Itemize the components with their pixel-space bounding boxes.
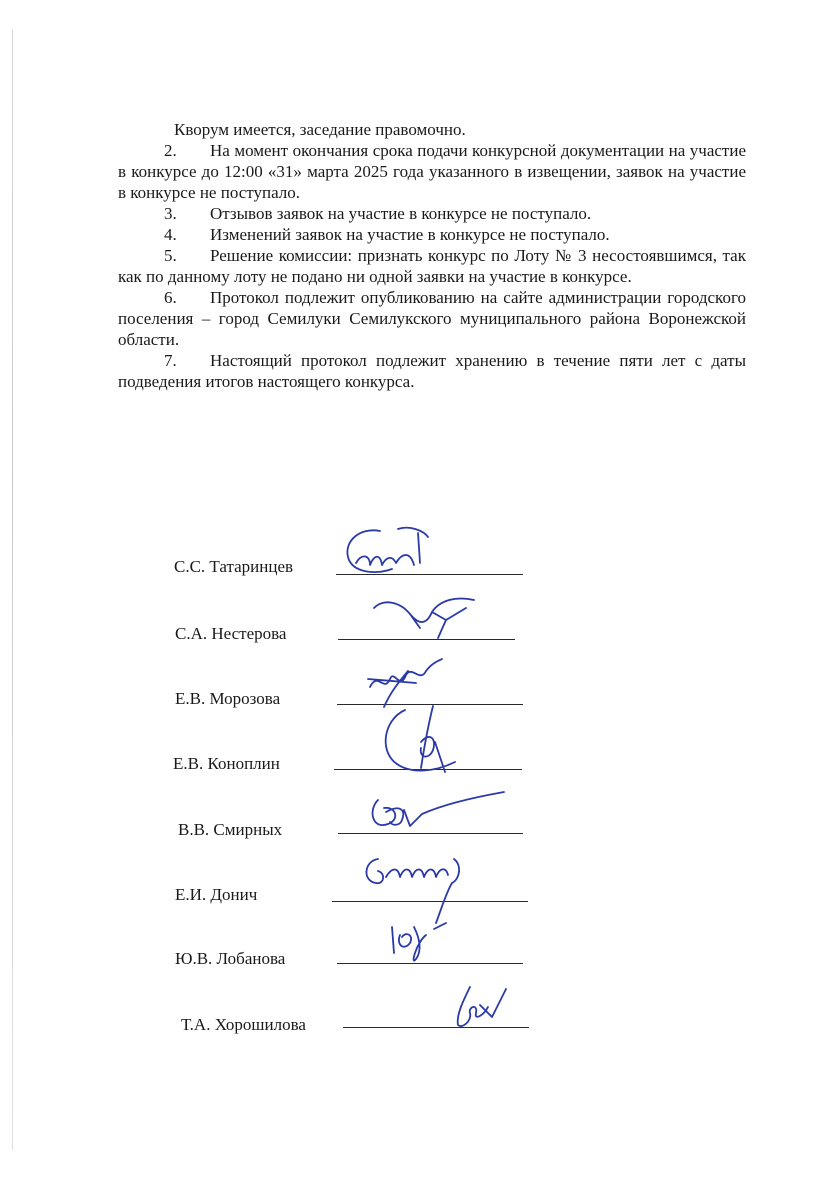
protocol-item-6 xyxy=(118,287,746,350)
protocol-item-2 xyxy=(118,140,746,203)
item-text: На момент окончания срока подачи конкурсной документации на участие в конкурсе до 12:00 «31» марта 2025 года указанного в извещении, заявок на участие в конкурсе не поступало. xyxy=(118,141,746,202)
signatory-name: С.А. Нестерова xyxy=(175,624,287,643)
item-text: Изменений заявок на участие в конкурсе не поступало. xyxy=(210,225,610,244)
handwritten-signature xyxy=(375,702,475,782)
signature-row xyxy=(0,808,833,848)
handwritten-signature xyxy=(386,923,456,983)
item-number: 7. xyxy=(164,351,177,370)
item-number: 6. xyxy=(164,288,177,307)
handwritten-signature xyxy=(340,523,440,583)
signature-row xyxy=(0,545,833,585)
signatory-name: Т.А. Хорошилова xyxy=(181,1015,306,1034)
protocol-item-4 xyxy=(118,224,746,245)
protocol-body xyxy=(118,119,746,392)
signature-row xyxy=(0,873,833,913)
item-text: Протокол подлежит опубликованию на сайте администрации городского поселения – город Семилуки Семилукского муниципального района Воронежской области. xyxy=(118,288,746,349)
handwritten-signature xyxy=(450,985,520,1035)
quorum-statement: Кворум имеется, заседание правомочно. xyxy=(174,120,466,139)
scan-edge xyxy=(12,30,13,1150)
signatory-name: С.С. Татаринцев xyxy=(174,557,294,576)
signatory-name: Ю.В. Лобанова xyxy=(175,949,286,968)
protocol-item-3 xyxy=(118,203,746,224)
protocol-item-5 xyxy=(118,245,746,287)
item-text: Решение комиссии: признать конкурс по Лоту № 3 несостоявшимся, так как по данному лоту не подано ни одной заявки на участие в конкурсе. xyxy=(118,246,746,286)
signatory-name: В.В. Смирных xyxy=(178,820,283,839)
signature-row xyxy=(0,1003,833,1043)
item-text: Отзывов заявок на участие в конкурсе не поступало. xyxy=(210,204,592,223)
signatory-name: Е.И. Донич xyxy=(175,885,258,904)
signature-row xyxy=(0,742,833,782)
handwritten-signature xyxy=(362,853,472,933)
protocol-item-7 xyxy=(118,350,746,392)
signature-row xyxy=(0,937,833,977)
signatory-name: Е.В. Коноплин xyxy=(173,754,280,773)
signature-row xyxy=(0,612,833,652)
item-number: 5. xyxy=(164,246,177,265)
item-number: 4. xyxy=(164,225,177,244)
item-number: 2. xyxy=(164,141,177,160)
handwritten-signature xyxy=(366,790,516,840)
handwritten-signature xyxy=(370,594,490,644)
item-text: Настоящий протокол подлежит хранению в течение пяти лет с даты подведения итогов настоящего конкурса. xyxy=(118,351,746,391)
signatory-name: Е.В. Морозова xyxy=(175,689,281,708)
item-number: 3. xyxy=(164,204,177,223)
